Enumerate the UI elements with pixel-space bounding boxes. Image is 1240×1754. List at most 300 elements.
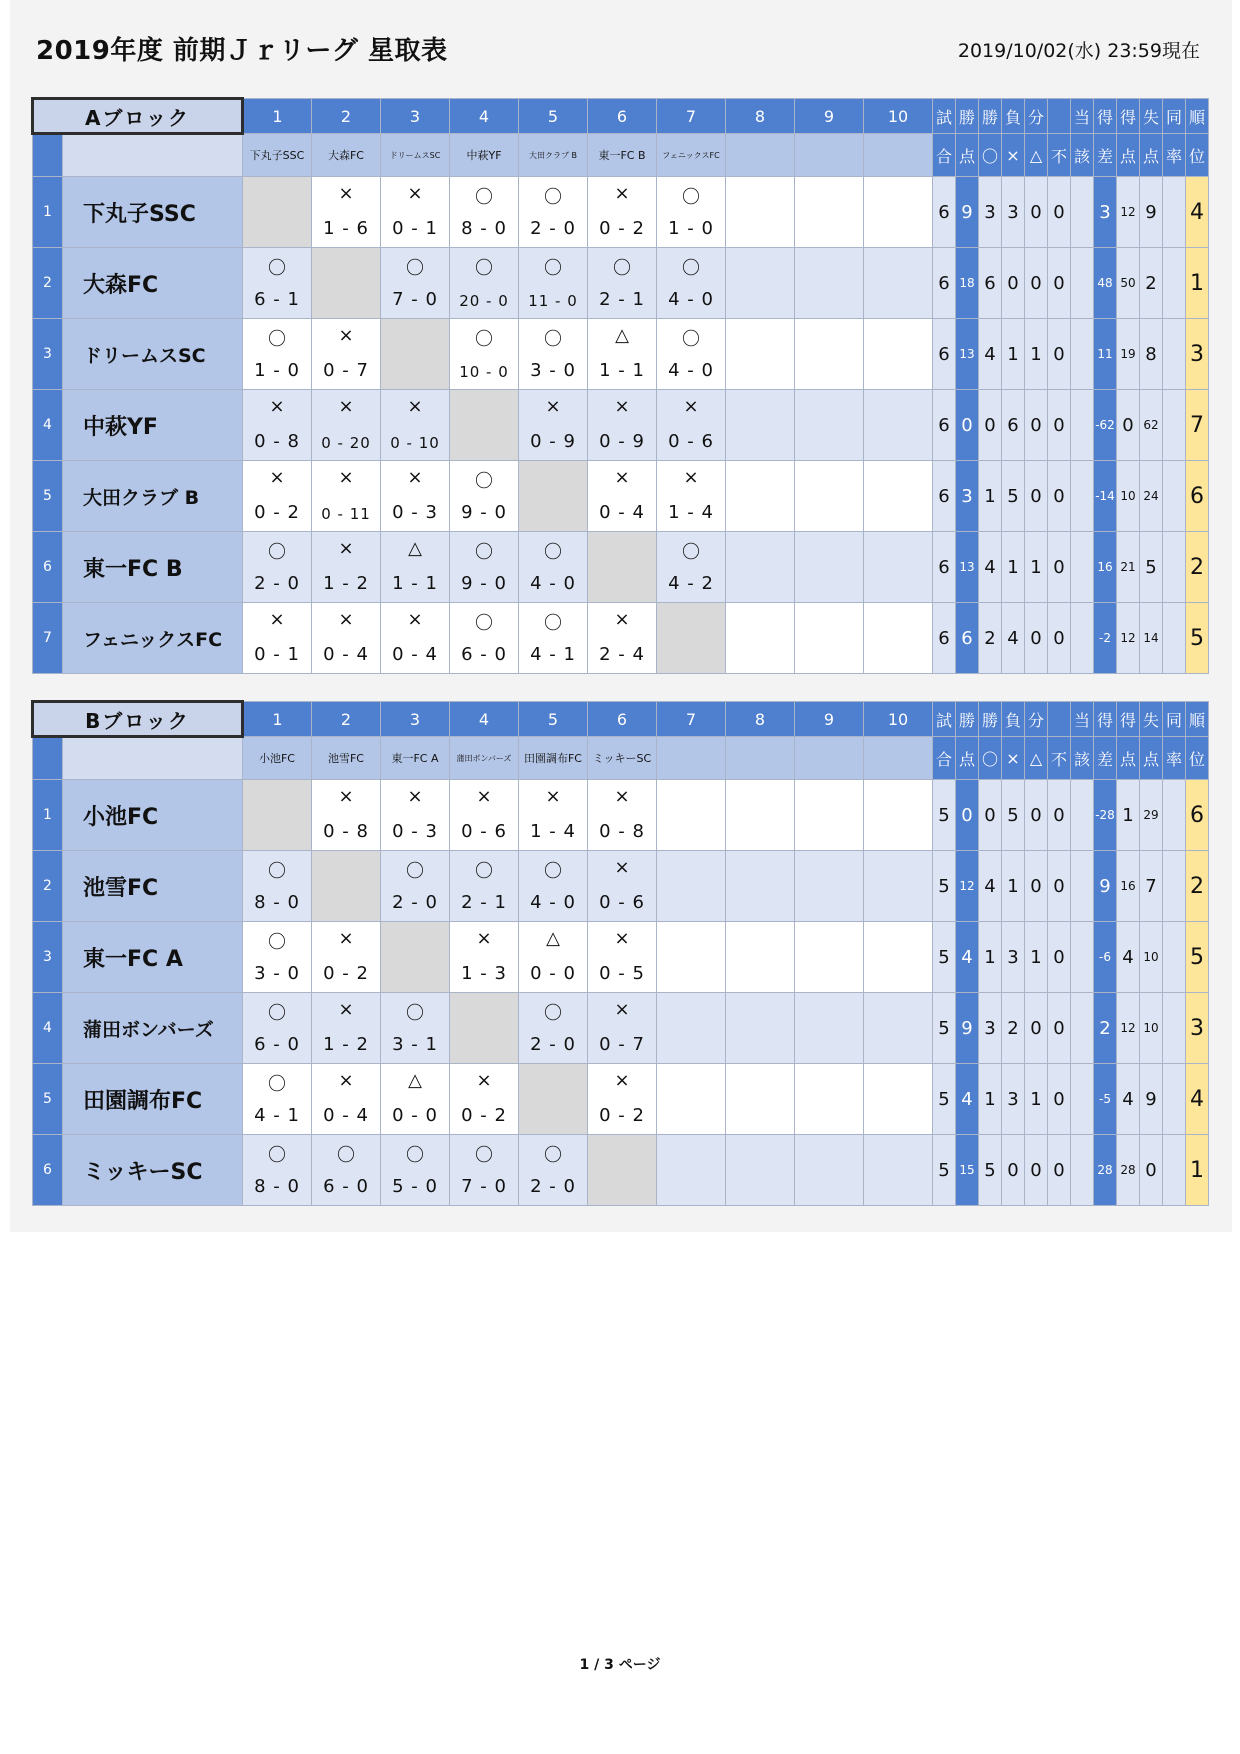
stat-value xyxy=(1071,532,1094,603)
match-result-cell xyxy=(657,390,726,461)
column-number: 1 xyxy=(243,702,312,737)
stat-value: 0 xyxy=(1025,1135,1048,1206)
result-mark: 〇 xyxy=(544,613,562,634)
stat-header-top: 得 xyxy=(1094,99,1117,134)
result-score: 1 - 2 xyxy=(323,573,369,594)
stat-header-top: 当 xyxy=(1071,702,1094,737)
result-score: 0 - 4 xyxy=(323,1105,369,1126)
stat-value: 6 xyxy=(933,248,956,319)
match-result-cell xyxy=(864,390,933,461)
match-result-cell xyxy=(381,851,450,922)
result-score: 0 - 8 xyxy=(254,431,300,452)
stat-value: 0 xyxy=(1048,780,1071,851)
result-mark: × xyxy=(338,325,354,346)
result-score: 1 - 0 xyxy=(254,360,300,381)
stat-header-bottom: △ xyxy=(1025,134,1048,177)
column-number: 9 xyxy=(795,99,864,134)
stat-header-top: 順 xyxy=(1186,99,1209,134)
opponent-short-name xyxy=(795,737,864,780)
result-mark: 〇 xyxy=(268,1074,286,1095)
stat-value: 0 xyxy=(1048,922,1071,993)
stat-value: 0 xyxy=(1002,248,1025,319)
opponent-short-name: 下丸子SSC xyxy=(243,134,312,177)
match-result-cell xyxy=(795,532,864,603)
stat-value: 28 xyxy=(1117,1135,1140,1206)
result-mark: × xyxy=(407,609,423,630)
match-result-cell xyxy=(726,1135,795,1206)
match-result-cell xyxy=(519,603,588,674)
opponent-short-name: 田園調布FC xyxy=(519,737,588,780)
self-match-cell xyxy=(519,1064,588,1135)
opponent-short-name xyxy=(657,737,726,780)
match-result-cell xyxy=(864,177,933,248)
result-mark: × xyxy=(338,928,354,949)
result-mark: 〇 xyxy=(475,471,493,492)
stat-value: 5 xyxy=(979,1135,1002,1206)
team-row xyxy=(33,1135,1209,1206)
stat-value: -6 xyxy=(1094,922,1117,993)
column-number: 8 xyxy=(726,99,795,134)
rank-value: 7 xyxy=(1186,390,1209,461)
stat-header-bottom: 点 xyxy=(956,737,979,780)
stat-value: 1 xyxy=(1025,532,1048,603)
match-result-cell xyxy=(381,532,450,603)
stat-value: 0 xyxy=(1117,390,1140,461)
rank-value: 6 xyxy=(1186,780,1209,851)
row-number: 3 xyxy=(33,319,63,390)
result-mark: × xyxy=(269,467,285,488)
column-number: 5 xyxy=(519,702,588,737)
stat-value: 3 xyxy=(979,993,1002,1064)
opponent-short-name xyxy=(795,134,864,177)
stat-value: 0 xyxy=(1048,851,1071,922)
result-score: 6 - 0 xyxy=(461,644,507,665)
result-score: 2 - 1 xyxy=(599,289,645,310)
stat-header-bottom: 位 xyxy=(1186,737,1209,780)
stat-header-top: 同 xyxy=(1163,702,1186,737)
stat-value: 4 xyxy=(979,851,1002,922)
result-mark: △ xyxy=(546,928,560,949)
self-match-cell xyxy=(243,177,312,248)
match-result-cell xyxy=(657,248,726,319)
result-score: 1 - 1 xyxy=(599,360,645,381)
stat-value: 6 xyxy=(933,461,956,532)
team-name: ミッキーSC xyxy=(63,1135,243,1206)
stat-value: 1 xyxy=(979,922,1002,993)
team-name: 中萩YF xyxy=(63,390,243,461)
page-title: 2019年度 前期Ｊｒリーグ 星取表 xyxy=(36,36,448,66)
result-mark: × xyxy=(683,467,699,488)
result-mark: × xyxy=(614,786,630,807)
rank-value: 5 xyxy=(1186,603,1209,674)
stat-value xyxy=(1163,532,1186,603)
stat-value xyxy=(1071,851,1094,922)
match-result-cell xyxy=(657,1135,726,1206)
result-mark: 〇 xyxy=(475,542,493,563)
stat-header-top: 勝 xyxy=(979,99,1002,134)
stat-value: 50 xyxy=(1117,248,1140,319)
match-result-cell xyxy=(657,532,726,603)
match-result-cell xyxy=(450,1064,519,1135)
header-blank xyxy=(63,737,243,780)
result-score: 0 - 0 xyxy=(530,963,576,984)
result-score: 0 - 1 xyxy=(254,644,300,665)
result-mark: 〇 xyxy=(268,932,286,953)
result-mark: × xyxy=(338,467,354,488)
result-score: 0 - 2 xyxy=(461,1105,507,1126)
match-result-cell xyxy=(312,319,381,390)
match-result-cell xyxy=(795,390,864,461)
result-mark: 〇 xyxy=(475,329,493,350)
result-mark: × xyxy=(338,1070,354,1091)
result-score: 0 - 9 xyxy=(530,431,576,452)
result-score: 0 - 5 xyxy=(599,963,645,984)
match-result-cell xyxy=(243,461,312,532)
stat-value xyxy=(1071,177,1094,248)
stat-value xyxy=(1071,922,1094,993)
stat-value: 0 xyxy=(1025,390,1048,461)
stat-value xyxy=(1163,993,1186,1064)
self-match-cell xyxy=(450,390,519,461)
result-score: 0 - 1 xyxy=(392,218,438,239)
match-result-cell xyxy=(864,603,933,674)
stat-value: 19 xyxy=(1117,319,1140,390)
stat-value: 0 xyxy=(1025,248,1048,319)
match-result-cell xyxy=(450,532,519,603)
opponent-short-name: 東一FC A xyxy=(381,737,450,780)
result-mark: 〇 xyxy=(406,861,424,882)
stat-value xyxy=(1071,993,1094,1064)
stat-value: 1 xyxy=(1002,532,1025,603)
stat-value: 5 xyxy=(1002,461,1025,532)
stat-value: 5 xyxy=(933,1135,956,1206)
result-score: 2 - 4 xyxy=(599,644,645,665)
stat-value: 3 xyxy=(979,177,1002,248)
result-score: 0 - 4 xyxy=(392,644,438,665)
column-number: 2 xyxy=(312,702,381,737)
result-mark: 〇 xyxy=(268,861,286,882)
match-result-cell xyxy=(312,993,381,1064)
result-score: 1 - 1 xyxy=(392,573,438,594)
opponent-short-name xyxy=(864,737,933,780)
stat-value: 0 xyxy=(979,390,1002,461)
stat-value: 10 xyxy=(1117,461,1140,532)
stat-value xyxy=(1071,1064,1094,1135)
result-score: 2 - 0 xyxy=(392,892,438,913)
match-result-cell xyxy=(243,248,312,319)
stat-value: 1 xyxy=(1002,319,1025,390)
stat-value: 3 xyxy=(1002,177,1025,248)
stat-value: 6 xyxy=(1002,390,1025,461)
result-score: 8 - 0 xyxy=(254,1176,300,1197)
result-mark: 〇 xyxy=(475,861,493,882)
match-result-cell xyxy=(519,1135,588,1206)
stat-value: -62 xyxy=(1094,390,1117,461)
stat-value: 16 xyxy=(1117,851,1140,922)
stat-value: 5 xyxy=(933,993,956,1064)
result-mark: × xyxy=(545,786,561,807)
result-score: 0 - 11 xyxy=(321,505,371,523)
match-result-cell xyxy=(588,248,657,319)
stat-header-bottom: 〇 xyxy=(979,134,1002,177)
stat-header-top: 勝 xyxy=(956,99,979,134)
result-score: 5 - 0 xyxy=(392,1176,438,1197)
stat-value xyxy=(1071,248,1094,319)
match-result-cell xyxy=(519,248,588,319)
result-mark: 〇 xyxy=(544,329,562,350)
stat-value: 14 xyxy=(1140,603,1163,674)
match-result-cell xyxy=(795,1135,864,1206)
stat-value: 4 xyxy=(979,532,1002,603)
result-mark: × xyxy=(476,1070,492,1091)
result-score: 0 - 6 xyxy=(461,821,507,842)
result-score: 7 - 0 xyxy=(392,289,438,310)
stat-value: 6 xyxy=(933,390,956,461)
as-of-timestamp: 2019/10/02(水) 23:59現在 xyxy=(957,40,1200,62)
result-score: 11 - 0 xyxy=(528,292,578,310)
stat-header-bottom: 点 xyxy=(956,134,979,177)
result-score: 0 - 6 xyxy=(668,431,714,452)
opponent-short-name xyxy=(726,134,795,177)
stat-header-bottom: 点 xyxy=(1117,134,1140,177)
stat-value: 1 xyxy=(1025,922,1048,993)
rank-value: 1 xyxy=(1186,1135,1209,1206)
match-result-cell xyxy=(795,780,864,851)
team-name: ドリームスSC xyxy=(63,319,243,390)
result-mark: × xyxy=(338,609,354,630)
stat-header-bottom: × xyxy=(1002,737,1025,780)
column-number: 5 xyxy=(519,99,588,134)
match-result-cell xyxy=(864,532,933,603)
stat-value: 2 xyxy=(1094,993,1117,1064)
stat-value: 4 xyxy=(1002,603,1025,674)
result-mark: × xyxy=(269,609,285,630)
column-number: 7 xyxy=(657,99,726,134)
stat-value: 12 xyxy=(1117,177,1140,248)
stat-value xyxy=(1071,390,1094,461)
stat-header-top: 試 xyxy=(933,99,956,134)
result-score: 2 - 0 xyxy=(530,1176,576,1197)
stat-value xyxy=(1163,390,1186,461)
header-blank xyxy=(33,134,63,177)
team-name: 蒲田ボンバーズ xyxy=(63,993,243,1064)
result-score: 0 - 20 xyxy=(321,434,371,452)
stat-value: 24 xyxy=(1140,461,1163,532)
stat-header-top: 得 xyxy=(1117,99,1140,134)
match-result-cell xyxy=(588,461,657,532)
result-mark: 〇 xyxy=(613,258,631,279)
stat-header-bottom: 不 xyxy=(1048,737,1071,780)
match-result-cell xyxy=(726,780,795,851)
match-result-cell xyxy=(726,248,795,319)
result-score: 6 - 0 xyxy=(254,1034,300,1055)
stat-value: 6 xyxy=(933,177,956,248)
stat-value xyxy=(1163,922,1186,993)
stat-value: 3 xyxy=(956,461,979,532)
row-number: 1 xyxy=(33,177,63,248)
row-number: 7 xyxy=(33,603,63,674)
result-mark: 〇 xyxy=(682,329,700,350)
match-result-cell xyxy=(588,851,657,922)
stat-header-bottom: 差 xyxy=(1094,134,1117,177)
stat-value: 12 xyxy=(956,851,979,922)
stat-value: 3 xyxy=(1002,922,1025,993)
result-mark: 〇 xyxy=(268,329,286,350)
stat-value: 1 xyxy=(1117,780,1140,851)
match-result-cell xyxy=(726,603,795,674)
result-mark: × xyxy=(614,999,630,1020)
result-score: 0 - 3 xyxy=(392,502,438,523)
stat-value: 9 xyxy=(1094,851,1117,922)
match-result-cell xyxy=(795,993,864,1064)
team-row xyxy=(33,461,1209,532)
result-score: 3 - 1 xyxy=(392,1034,438,1055)
stat-header-top: 当 xyxy=(1071,99,1094,134)
match-result-cell xyxy=(795,851,864,922)
stat-header-bottom: △ xyxy=(1025,737,1048,780)
match-result-cell xyxy=(657,177,726,248)
self-match-cell xyxy=(381,922,450,993)
team-name: 大森FC xyxy=(63,248,243,319)
stat-value: 1 xyxy=(1025,1064,1048,1135)
stat-value xyxy=(1071,461,1094,532)
stat-value: 0 xyxy=(979,780,1002,851)
stat-value: 0 xyxy=(1140,1135,1163,1206)
opponent-short-name: フェニックスFC xyxy=(657,134,726,177)
match-result-cell xyxy=(519,319,588,390)
match-result-cell xyxy=(243,993,312,1064)
opponent-short-name: 小池FC xyxy=(243,737,312,780)
row-number: 2 xyxy=(33,851,63,922)
result-score: 4 - 0 xyxy=(668,289,714,310)
stat-value: 4 xyxy=(956,922,979,993)
result-score: 1 - 4 xyxy=(668,502,714,523)
opponent-short-name: 大森FC xyxy=(312,134,381,177)
stat-value: 5 xyxy=(933,780,956,851)
stat-header-top: 同 xyxy=(1163,99,1186,134)
result-score: 0 - 7 xyxy=(323,360,369,381)
self-match-cell xyxy=(312,248,381,319)
stat-value: 0 xyxy=(1048,993,1071,1064)
result-mark: 〇 xyxy=(268,258,286,279)
match-result-cell xyxy=(726,177,795,248)
column-number: 1 xyxy=(243,99,312,134)
result-mark: × xyxy=(269,396,285,417)
result-mark: × xyxy=(476,786,492,807)
team-name: 東一FC A xyxy=(63,922,243,993)
stat-value: 0 xyxy=(1025,461,1048,532)
stat-value: 4 xyxy=(979,319,1002,390)
match-result-cell xyxy=(450,248,519,319)
self-match-cell xyxy=(243,780,312,851)
match-result-cell xyxy=(657,851,726,922)
stat-header-top: 負 xyxy=(1002,702,1025,737)
stat-value: 0 xyxy=(1048,532,1071,603)
stat-value xyxy=(1163,1135,1186,1206)
match-result-cell xyxy=(864,461,933,532)
stat-value: 13 xyxy=(956,532,979,603)
row-number: 2 xyxy=(33,248,63,319)
match-result-cell xyxy=(450,851,519,922)
match-result-cell xyxy=(450,922,519,993)
match-result-cell xyxy=(381,390,450,461)
result-mark: × xyxy=(338,183,354,204)
team-row xyxy=(33,390,1209,461)
stat-value: 0 xyxy=(1025,177,1048,248)
block-name: Bブロック xyxy=(33,702,243,737)
match-result-cell xyxy=(450,603,519,674)
result-score: 0 - 0 xyxy=(392,1105,438,1126)
stat-value: 2 xyxy=(1002,993,1025,1064)
stat-value: 48 xyxy=(1094,248,1117,319)
stat-value xyxy=(1163,248,1186,319)
stat-value: 2 xyxy=(979,603,1002,674)
stat-header-top: 失 xyxy=(1140,702,1163,737)
stat-header-top: 分 xyxy=(1025,702,1048,737)
stat-header-top xyxy=(1048,99,1071,134)
stat-value: 12 xyxy=(1117,993,1140,1064)
match-result-cell xyxy=(381,1135,450,1206)
team-row xyxy=(33,319,1209,390)
team-row xyxy=(33,922,1209,993)
rank-value: 1 xyxy=(1186,248,1209,319)
opponent-short-name: 池雪FC xyxy=(312,737,381,780)
result-score: 6 - 1 xyxy=(254,289,300,310)
self-match-cell xyxy=(450,993,519,1064)
result-mark: 〇 xyxy=(544,1003,562,1024)
opponent-short-name: 大田クラブ B xyxy=(519,134,588,177)
stat-value: 0 xyxy=(1048,461,1071,532)
stat-value: 15 xyxy=(956,1135,979,1206)
stat-header-bottom: 該 xyxy=(1071,737,1094,780)
self-match-cell xyxy=(519,461,588,532)
stat-header-bottom: 合 xyxy=(933,134,956,177)
match-result-cell xyxy=(381,1064,450,1135)
stat-value: 5 xyxy=(933,1064,956,1135)
match-result-cell xyxy=(588,1064,657,1135)
stat-value xyxy=(1071,780,1094,851)
match-result-cell xyxy=(519,532,588,603)
rank-value: 2 xyxy=(1186,532,1209,603)
stat-header-top xyxy=(1048,702,1071,737)
match-result-cell xyxy=(243,532,312,603)
result-mark: 〇 xyxy=(406,258,424,279)
result-mark: 〇 xyxy=(682,542,700,563)
match-result-cell xyxy=(381,248,450,319)
match-result-cell xyxy=(726,390,795,461)
stat-value: 2 xyxy=(1140,248,1163,319)
stat-value xyxy=(1071,1135,1094,1206)
team-name: 大田クラブ B xyxy=(63,461,243,532)
match-result-cell xyxy=(795,177,864,248)
match-result-cell xyxy=(312,177,381,248)
match-result-cell xyxy=(795,248,864,319)
result-mark: 〇 xyxy=(544,542,562,563)
column-number: 9 xyxy=(795,702,864,737)
result-score: 1 - 4 xyxy=(530,821,576,842)
result-mark: 〇 xyxy=(682,187,700,208)
rank-value: 3 xyxy=(1186,319,1209,390)
match-result-cell xyxy=(588,922,657,993)
opponent-short-name xyxy=(726,737,795,780)
team-name: 下丸子SSC xyxy=(63,177,243,248)
stat-value: 18 xyxy=(956,248,979,319)
result-mark: 〇 xyxy=(406,1145,424,1166)
match-result-cell xyxy=(312,922,381,993)
match-result-cell xyxy=(795,603,864,674)
match-result-cell xyxy=(519,851,588,922)
stat-header-bottom: 差 xyxy=(1094,737,1117,780)
